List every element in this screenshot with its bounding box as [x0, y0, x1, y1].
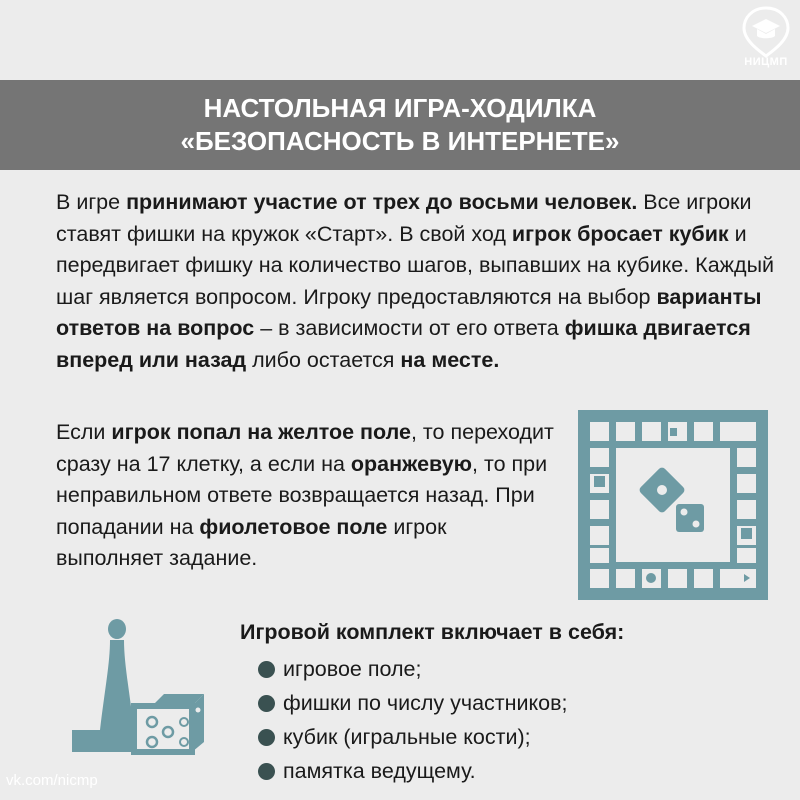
title-line-2: «БЕЗОПАСНОСТЬ В ИНТЕРНЕТЕ» [180, 126, 620, 156]
bullet-icon [258, 729, 275, 746]
title-banner [0, 80, 800, 170]
bold-fragment: игрок бросает кубик [511, 221, 729, 246]
bold-fragment: на месте. [400, 347, 500, 372]
bold-fragment: игрок попал на желтое поле [111, 420, 411, 444]
list-item-label: игровое поле; [283, 657, 422, 681]
game-board-icon [578, 410, 768, 605]
rules-paragraph [56, 187, 776, 376]
text-fragment: – в зависимости от его ответа [254, 316, 565, 340]
fields-paragraph [56, 417, 556, 575]
text-fragment: игрок выполняет задание. [56, 514, 447, 570]
pawn-and-dice-icon [72, 618, 222, 763]
bullet-icon [258, 763, 275, 780]
list-item-label: кубик (игральные кости); [283, 725, 531, 749]
bold-fragment: варианты ответов на вопрос [56, 284, 762, 340]
list-item [258, 720, 568, 754]
text-fragment: и передвигает фишку на количество шагов, выпавших на кубике. Каждый шаг является вопросом. Игроку предоставляются на выбор [56, 221, 775, 309]
kit-title: Игровой комплект включает в себя: [240, 620, 625, 644]
logo [738, 6, 794, 70]
bold-fragment: фиолетовое поле [199, 514, 388, 539]
list-item-label: фишки по числу участников; [283, 691, 568, 715]
text-fragment: либо остается [246, 347, 401, 372]
bold-fragment: принимают участие от трех до восьми человек. [126, 190, 638, 214]
text-fragment: В игре [56, 190, 127, 214]
kit-list [258, 652, 568, 788]
logo-text: НИЦМП [744, 56, 788, 68]
list-item-label: памятка ведущему. [283, 759, 476, 783]
bold-fragment: оранжевую [350, 451, 473, 476]
bold-fragment: фишка двигается вперед или назад [56, 316, 751, 372]
text-fragment: , то при неправильном ответе возвращается назад. При попадании на [56, 451, 548, 539]
text-fragment: , то переходит сразу на 17 клетку, а если на [56, 420, 554, 476]
bullet-icon [258, 661, 275, 678]
footer-link[interactable]: vk.com/nicmp [6, 772, 98, 789]
title-line-1: НАСТОЛЬНАЯ ИГРА-ХОДИЛКА [203, 93, 597, 123]
graduation-cap-pin-icon [738, 6, 794, 58]
list-item [258, 652, 568, 686]
text-fragment: Все игроки ставят фишки на кружок «Старт». В свой ход [56, 190, 752, 246]
bullet-icon [258, 695, 275, 712]
list-item [258, 686, 568, 720]
text-fragment: Если [56, 420, 112, 444]
list-item [258, 754, 568, 788]
